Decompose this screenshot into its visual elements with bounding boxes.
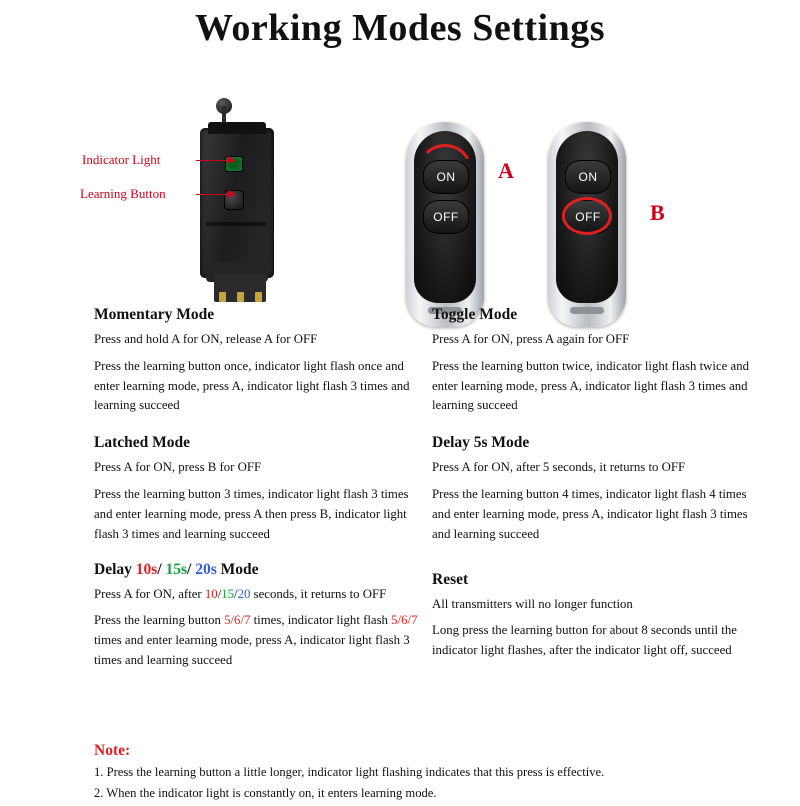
remote-b-label: B	[650, 200, 665, 225]
note-line: 1. Press the learning button a little longer, indicator light flashing indicates that this press is effective.	[94, 765, 605, 779]
section-line: Press the learning button once, indicator light flash once and enter learning mode, press A, indicator light flash 3 times and learning succeed	[94, 358, 410, 413]
t-15: 15	[221, 586, 235, 601]
t: times and enter learning mode, press A,	[94, 633, 297, 648]
delay-15s: 15s	[165, 560, 188, 578]
annotation-arrow-icon	[228, 156, 235, 164]
note-block	[94, 742, 754, 805]
section-line: Press the learning button twice, indicator light flash twice and enter learning mode, press A, indicator light flash 3 times and learning succeed	[432, 358, 749, 413]
section-line: Press A for ON, after 5 seconds, it returns to OFF	[432, 460, 686, 475]
section-line	[94, 611, 424, 670]
remote-b-off-button[interactable]: OFF	[565, 200, 611, 234]
t-sep: /	[234, 586, 238, 601]
terminal-block	[214, 274, 266, 302]
terminal-pin	[255, 292, 262, 302]
t: Press the learning button	[94, 613, 225, 628]
right-column	[432, 306, 762, 675]
left-column	[94, 306, 424, 685]
highlight-ring	[562, 197, 612, 235]
remote-control-a	[406, 122, 484, 327]
section-line: Press the learning button 4 times, indicator light flash 4 times and enter learning mode, press A, indicator light flash 3 times and learning succeed	[432, 487, 748, 541]
note-line: 2. When the indicator light is constantly on, it enters learning mode.	[94, 785, 437, 800]
t: times, indicator light	[250, 613, 360, 628]
page-title: Working Modes Settings	[194, 7, 606, 49]
t-20: 20	[237, 586, 251, 601]
delay-suffix: Mode	[216, 560, 259, 578]
section-reset	[432, 571, 762, 661]
section-heading: Momentary Mode	[94, 306, 215, 323]
t-567: 5/6/7	[224, 613, 251, 628]
t: indicator light flash 3 times and learning succeed	[94, 633, 410, 668]
section-delay-variable-mode	[94, 561, 424, 671]
section-heading: Latched Mode	[94, 434, 191, 452]
terminal-pin	[237, 292, 244, 302]
delay-20s: 20s	[195, 560, 217, 578]
t-sep: /	[217, 586, 222, 601]
section-line: Long press the learning button for about 8 seconds until the indicator light flashes, after the indicator light off, succeed	[432, 623, 737, 658]
section-heading: Reset	[432, 570, 469, 588]
remote-a-label: A	[498, 158, 514, 183]
section-line: All transmitters will no longer function	[432, 596, 633, 611]
delay-sep2: /	[187, 560, 196, 578]
receiver-module	[196, 112, 280, 302]
t: seconds, it returns to OFF	[250, 586, 387, 601]
section-line	[94, 585, 424, 605]
section-heading: Toggle Mode	[432, 306, 518, 323]
remote-a-off-button[interactable]: OFF	[423, 200, 469, 234]
remote-b-on-button[interactable]: ON	[565, 160, 611, 194]
delay-prefix: Delay	[94, 560, 136, 578]
section-toggle-mode	[432, 306, 762, 416]
product-diagram	[0, 50, 800, 282]
receiver-seam	[206, 222, 266, 226]
section-heading: Delay 5s Mode	[432, 434, 530, 452]
delay-10s: 10s	[135, 560, 158, 578]
section-latched-mode	[94, 434, 424, 544]
remote-a-on-button[interactable]: ON	[423, 160, 469, 194]
section-line: Press A for ON, press B for OFF	[94, 460, 262, 475]
t: flash	[363, 613, 392, 628]
remote-control-b	[548, 122, 626, 327]
t: Press A for ON, after	[94, 586, 205, 601]
section-momentary-mode	[94, 306, 424, 416]
annotation-arrow-icon	[228, 190, 235, 198]
annotation-learning-button: Learning Button	[80, 186, 166, 201]
note-heading: Note:	[94, 742, 131, 759]
section-line: Press the learning button 3 times, indicator light flash 3 times and enter learning mode, press A then press B, indicator light flash 3 times and learning succeed	[94, 487, 409, 541]
receiver-top-cap	[208, 122, 266, 134]
terminal-pin	[219, 292, 226, 302]
delay-sep1: /	[157, 560, 166, 578]
annotation-indicator-light: Indicator Light	[82, 152, 161, 167]
t-567: 5/6/7	[391, 613, 418, 628]
section-heading	[94, 561, 424, 579]
t-10: 10	[204, 586, 218, 601]
section-line: Press and hold A for ON, release A for OFF	[94, 332, 318, 346]
section-delay-5s-mode	[432, 434, 762, 544]
section-line: Press A for ON, press A again for OFF	[432, 332, 630, 346]
